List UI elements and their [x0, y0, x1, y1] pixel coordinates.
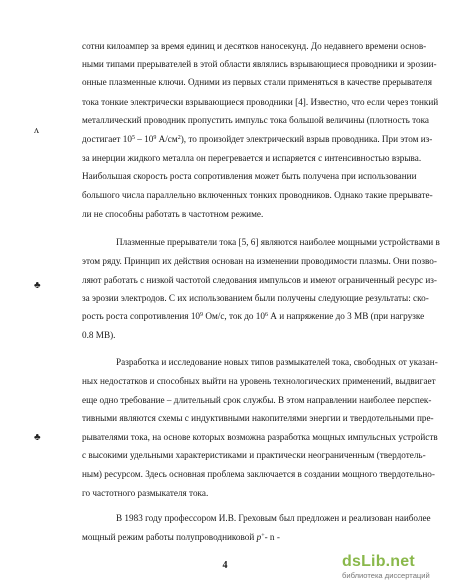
margin-mark: ʌ: [34, 125, 39, 136]
text-fragment: мощный режим работы полупроводниковой: [82, 532, 257, 542]
text-fragment: достигает 10: [82, 134, 132, 144]
text-fragment: Ом/с, ток до 10: [203, 311, 265, 321]
text-line: В 1983 году профессором И.В. Греховым был предложен и реализован наиболее: [116, 513, 431, 523]
text-line: тока тонкие электрически взрывающиеся проводники [4]. Известно, что если через тонкий: [82, 97, 439, 107]
text-line: с высокими удельными характеристиками и практически неограниченным (твердотель-: [82, 450, 426, 460]
superscript: 2: [177, 135, 181, 141]
text-line: ных недостатков и способных выйти на уровень технологических применений, выдвигает: [82, 376, 436, 386]
text-line: еще одно требование – длительный срок службы. В этом направлении наиболее перспек-: [82, 395, 432, 405]
text-line: за эрозии электродов. С их использованием были получены следующие результаты: ско-: [82, 293, 429, 303]
text-line: [82, 133, 433, 145]
text-line: 0.8 МВ).: [82, 330, 116, 340]
watermark-logo: dsLib.net: [342, 553, 415, 570]
text-fragment: А/см: [156, 134, 178, 144]
page-number: 4: [222, 560, 228, 571]
text-line: ным) ресурсом. Здесь основная проблема заключается в создании мощного твердотельно-: [82, 469, 435, 479]
text-line: Плазменные прерыватели тока [5, 6] являются наиболее мощными устройствами в: [116, 237, 440, 247]
text-line: сотни килоампер за время единиц и десятков наносекунд. До недавнего времени основ-: [82, 41, 427, 51]
text-line: [82, 310, 425, 322]
text-line: этом ряду. Принцип их действия основан на изменении проводимости плазмы. Они позво-: [82, 256, 437, 266]
text-fragment: – 10: [134, 134, 154, 144]
text-line: металлический проводник пропустить импульс тока большой величины (плотность тока: [82, 115, 429, 125]
text-fragment: - n -: [264, 532, 280, 542]
text-line: Наибольшая скорость роста сопротивления может быть получена при использовании: [82, 171, 417, 181]
text-line: Разработка и исследование новых типов размыкателей тока, свободных от указан-: [116, 357, 438, 367]
margin-mark: ♣: [34, 280, 41, 291]
text-line: рывателями тока, на основе которых возможна разработка мощных импульсных устройств: [82, 432, 438, 442]
watermark[interactable]: [342, 553, 450, 582]
text-line: ли не способны работать в частотном режиме.: [82, 209, 264, 219]
margin-mark: ♣: [34, 432, 41, 443]
superscript: 6: [265, 312, 268, 318]
text-line: тивными являются схемы с индуктивными накопителями энергии и твердотельными пре-: [82, 413, 434, 423]
text-line: ными типами прерывателей в этой области являлись взрывающиеся проводники и эрозии-: [82, 59, 437, 69]
text-line: за инерции жидкого металла он перегревается и испаряется с интенсивностью взрыва.: [82, 153, 422, 163]
text-line: [82, 531, 412, 543]
watermark-subtitle: библиотека диссертаций: [342, 571, 430, 580]
text-line: онные плазменные ключи. Одними из первых стали применяться в качестве прерывателя: [82, 77, 432, 87]
text-line: большого числа параллельно включенных тонких проводников. Однако такие прерывате-: [82, 190, 433, 200]
italic-symbol: p: [256, 532, 262, 542]
superscript: 5: [131, 135, 135, 141]
text-fragment: рость роста сопротивления 10: [82, 311, 201, 321]
text-line: ляют работать с низкой частотой следования импульсов и имеют ограниченный ресурс из-: [82, 275, 437, 285]
superscript: +: [261, 533, 265, 539]
superscript: 9: [153, 135, 157, 141]
text-fragment: ), то произойдет электрический взрыв проводника. При этом из-: [180, 134, 433, 144]
text-line: го частотного размыкателя тока.: [82, 488, 209, 498]
text-fragment: А и напряжение до 3 МВ (при нагрузке: [268, 311, 425, 321]
superscript: 9: [200, 312, 204, 318]
